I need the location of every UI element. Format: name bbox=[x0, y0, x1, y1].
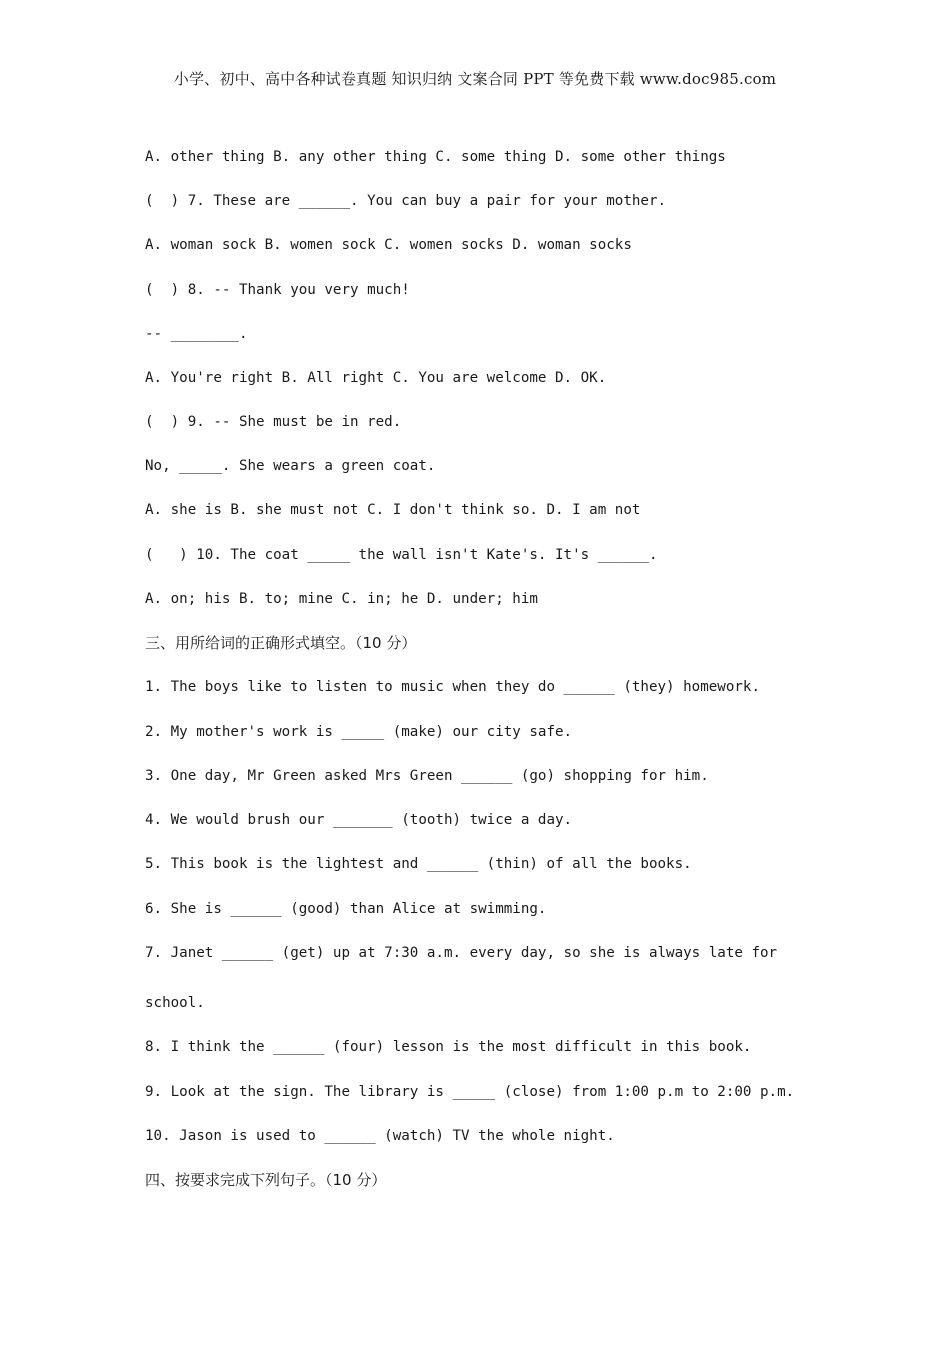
q10-stem: ( ) 10. The coat _____ the wall isn't Kate's. It's ______. bbox=[145, 547, 658, 563]
fill-item-3: 3. One day, Mr Green asked Mrs Green ______ (go) shopping for him. bbox=[145, 768, 709, 784]
fill-item-5: 5. This book is the lightest and ______ (thin) of all the books. bbox=[145, 856, 692, 872]
page-header: 小学、初中、高中各种试卷真题 知识归纳 文案合同 PPT 等免费下载 www.doc985.com bbox=[173, 70, 777, 88]
fill-item-6: 6. She is ______ (good) than Alice at swimming. bbox=[145, 901, 547, 917]
fill-item-8: 8. I think the ______ (four) lesson is the most difficult in this book. bbox=[145, 1039, 752, 1055]
section-4-heading: 四、按要求完成下列句子。（10 分） bbox=[145, 1171, 387, 1189]
q8-stem: ( ) 8. -- Thank you very much! bbox=[145, 282, 410, 298]
section-3-heading: 三、用所给词的正确形式填空。（10 分） bbox=[145, 634, 417, 652]
q8-options: A. You're right B. All right C. You are welcome D. OK. bbox=[145, 370, 607, 386]
fill-item-7-continued: school. bbox=[145, 995, 205, 1011]
fill-item-2: 2. My mother's work is _____ (make) our city safe. bbox=[145, 724, 573, 740]
q6-options: A. other thing B. any other thing C. some thing D. some other things bbox=[145, 149, 726, 165]
q10-options: A. on; his B. to; mine C. in; he D. under; him bbox=[145, 591, 538, 607]
fill-item-10: 10. Jason is used to ______ (watch) TV the whole night. bbox=[145, 1128, 615, 1144]
q9-stem: ( ) 9. -- She must be in red. bbox=[145, 414, 402, 430]
q9-options: A. she is B. she must not C. I don't think so. D. I am not bbox=[145, 502, 641, 518]
q7-stem: ( ) 7. These are ______. You can buy a pair for your mother. bbox=[145, 193, 667, 209]
q9-response: No, _____. She wears a green coat. bbox=[145, 458, 436, 474]
q8-response: -- ________. bbox=[145, 326, 248, 342]
q7-options: A. woman sock B. women sock C. women socks D. woman socks bbox=[145, 237, 632, 253]
fill-item-9: 9. Look at the sign. The library is _____ (close) from 1:00 p.m to 2:00 p.m. bbox=[145, 1084, 795, 1100]
fill-item-4: 4. We would brush our _______ (tooth) twice a day. bbox=[145, 812, 573, 828]
fill-item-1: 1. The boys like to listen to music when they do ______ (they) homework. bbox=[145, 679, 760, 695]
fill-item-7: 7. Janet ______ (get) up at 7:30 a.m. every day, so she is always late for bbox=[145, 945, 778, 961]
